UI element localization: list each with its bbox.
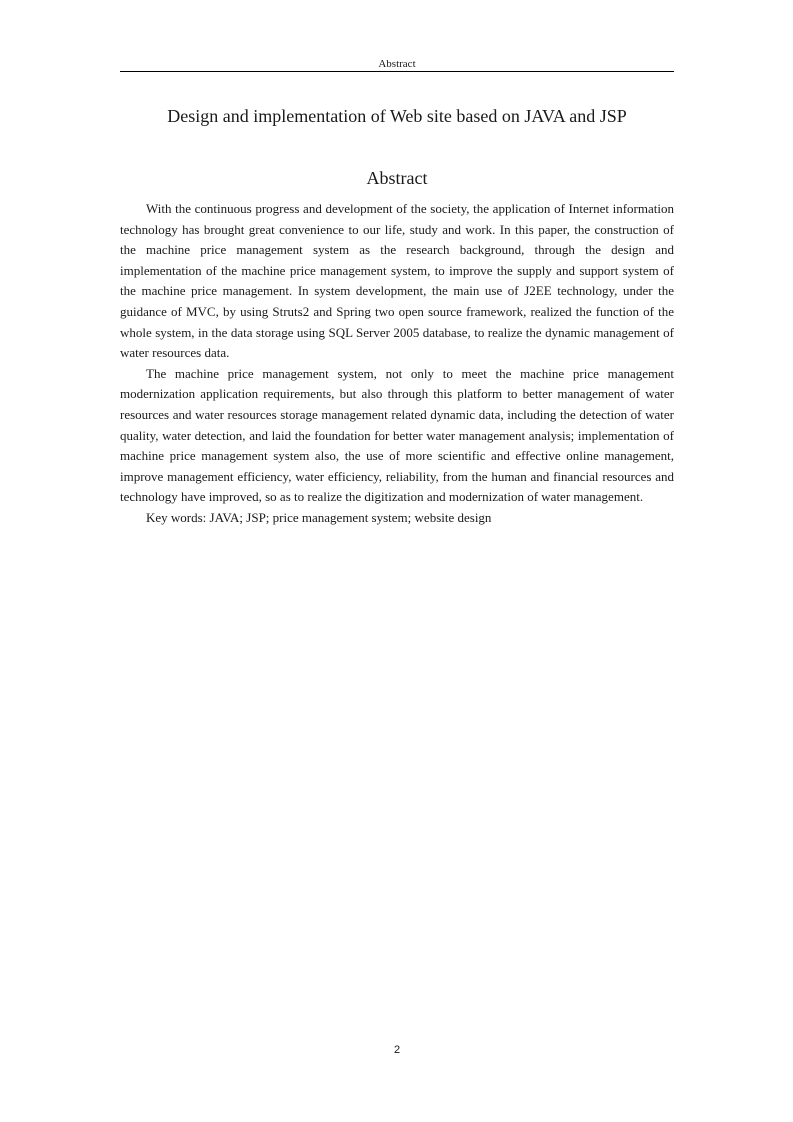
document-title: Design and implementation of Web site based on JAVA and JSP xyxy=(167,106,627,126)
abstract-heading: Abstract xyxy=(366,168,428,188)
page-number: 2 xyxy=(393,1044,401,1056)
abstract-paragraph-1: With the continuous progress and development of the society, the application of Internet information technology has brought great convenience to our life, study and work. In this paper, the construction of the machine price management system as the research background, through the design and implementation of the machine price management system, to improve the supply and support system of the machine price management. In system development, the main use of J2EE technology, under the guidance of MVC, by using Struts2 and Spring two open source framework, realized the function of the whole system, in the data storage using SQL Server 2005 database, to realize the dynamic management of water resources data. xyxy=(120,201,674,361)
header-divider xyxy=(120,71,674,72)
abstract-body xyxy=(120,199,674,529)
abstract-paragraph-2: The machine price management system, not only to meet the machine price management modernization application requirements, but also through this platform to better management of water resources and water resources storage management related dynamic data, including the detection of water quality, water detection, and laid the foundation for better water management analysis; implementation of machine price management system also, the use of more scientific and effective online management, improve management efficiency, water efficiency, reliability, from the human and financial resources and technology have improved, so as to realize the digitization and modernization of water management. xyxy=(120,365,674,505)
keywords-line: Key words: JAVA; JSP; price management system; website design xyxy=(146,509,492,525)
running-header: Abstract xyxy=(378,58,416,70)
